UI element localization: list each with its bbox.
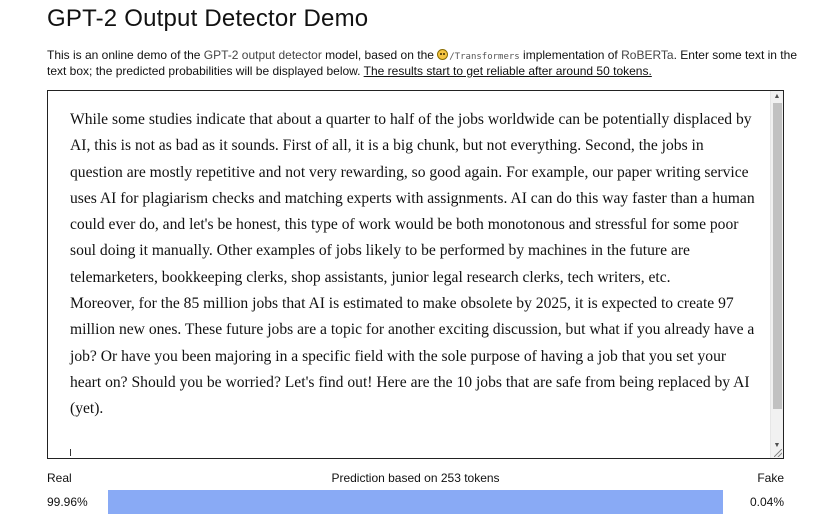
intro-text-1: This is an online demo of the	[47, 48, 204, 62]
reliability-note: The results start to get reliable after around 50 tokens.	[363, 64, 652, 78]
intro-text-4: . Enter some text in the text box; the predicted probabilities will be displayed below.	[47, 48, 797, 78]
scroll-down-arrow-icon[interactable]: ▼	[773, 442, 781, 449]
scroll-up-arrow-icon[interactable]: ▲	[773, 93, 781, 100]
text-caret	[70, 449, 71, 456]
roberta-link[interactable]: RoBERTa	[621, 48, 674, 62]
text-input-content[interactable]: While some studies indicate that about a quarter to half of the jobs worldwide can be potentially displaced by AI, this is not as bad as it sounds. First of all, it is a big chunk, but not everything. Second, the jobs in question are mostly repetitive and not very rewarding, so good again. For example, our paper writing service uses AI for plagiarism checks and matching experts with assignments. AI can do this way faster than a human could ever do, and let's be honest, this type of work would be both monotonous and stressful for some poor soul doing it manually. Other examples of jobs likely to be performed by machines in the future are telemarketers, bookkeeping clerks, shop assistants, junior legal research clerks, tech writers, etc. Moreover, for the 85 million jobs that AI is estimated to make obsolete by 2025, it is expected to create 97 million new ones. These future jobs are a topic for another exciting discussion, but what if you already have a job? Or have you been majoring in a specific field with the sole purpose of having a job that you set your heart on? Should you be worried? Let's find out! Here are the 10 jobs that are safe from being replaced by AI (yet).	[70, 111, 755, 418]
text-input-box[interactable]	[47, 90, 784, 459]
textbox-scrollbar[interactable]	[770, 91, 783, 458]
page-title: GPT-2 Output Detector Demo	[47, 5, 369, 32]
fake-label: Fake	[757, 471, 784, 485]
real-percentage: 99.96%	[47, 495, 88, 509]
resize-grip-icon[interactable]	[774, 449, 782, 457]
fake-percentage: 0.04%	[749, 495, 784, 509]
real-probability-fill	[108, 490, 723, 514]
transformers-link[interactable]: /Transformers	[449, 52, 520, 62]
scrollbar-thumb[interactable]	[773, 103, 782, 409]
intro-paragraph	[47, 48, 807, 78]
probability-bar	[108, 490, 723, 514]
intro-text-2: model, based on the	[321, 48, 438, 62]
intro-text-3: implementation of	[519, 48, 622, 62]
prediction-summary: Prediction based on 253 tokens	[331, 471, 500, 485]
gpt2-detector-link[interactable]: GPT-2 output detector	[203, 48, 322, 62]
real-label: Real	[47, 471, 72, 485]
hugging-face-emoji-icon	[437, 49, 448, 60]
